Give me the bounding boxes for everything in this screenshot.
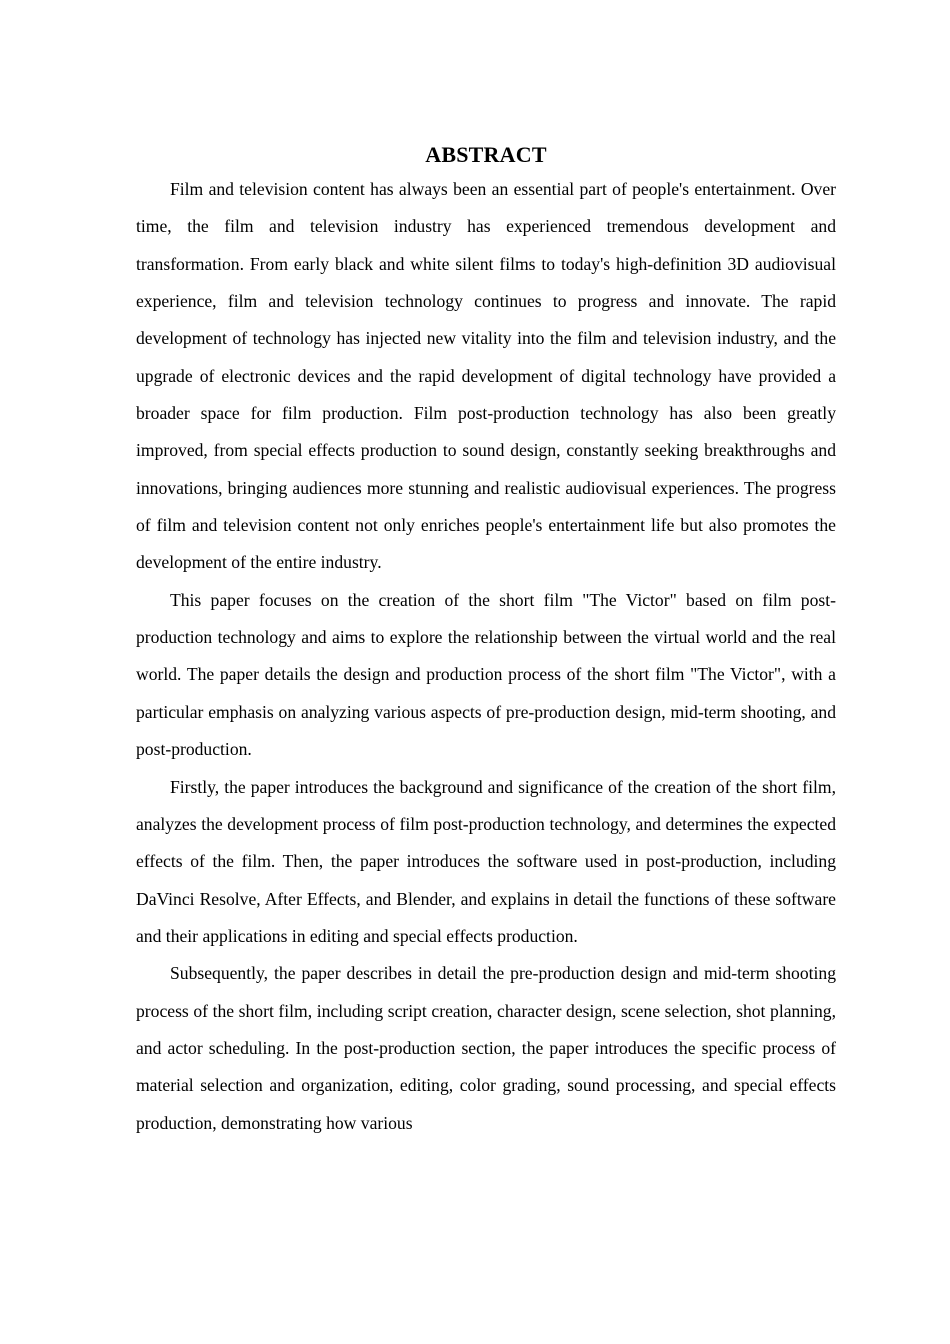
- abstract-title: ABSTRACT: [425, 141, 547, 167]
- paragraph-firstly: Firstly, the paper introduces the background and significance of the creation of the short film, analyzes the development process of film post-production technology, and determines the expected effects of the film. Then, the paper introduces the software used in post-production, including DaVinci Resolve, After Effects, and Blender, and explains in detail the functions of these software and their applications in editing and special effects production.: [136, 776, 836, 946]
- paragraph-focus: This paper focuses on the creation of the short film "The Victor" based on film post-production technology and aims to explore the relationship between the virtual world and the real world. The paper details the design and production process of the short film "The Victor", with a particular emphasis on analyzing various aspects of pre-production design, mid-term shooting, and post-production.: [136, 589, 836, 760]
- paragraph-intro: Film and television content has always been an essential part of people's entertainment. Over time, the film and television industry has experienced tremendous development and transformation. From early black and white silent films to today's high-definition 3D audiovisual experience, film and television technology continues to progress and innovate. The rapid development of technology has injected new vitality into the film and television industry, and the upgrade of electronic devices and the rapid development of digital technology have provided a broader space for film production. Film post-production technology has also been greatly improved, from special effects production to sound design, constantly seeking breakthroughs and innovations, bringing audiences more stunning and realistic audiovisual experiences. The progress of film and television content not only enriches people's entertainment life but also promotes the development of the entire industry.: [136, 179, 836, 573]
- abstract-body: [136, 171, 836, 1216]
- paragraph-subsequently: Subsequently, the paper describes in detail the pre-production design and mid-term shooting process of the short film, including script creation, character design, scene selection, shot planning, and actor scheduling. In the post-production section, the paper introduces the specific process of material selection and organization, editing, color grading, sound processing, and special effects production, demonstrating how various: [136, 963, 836, 1133]
